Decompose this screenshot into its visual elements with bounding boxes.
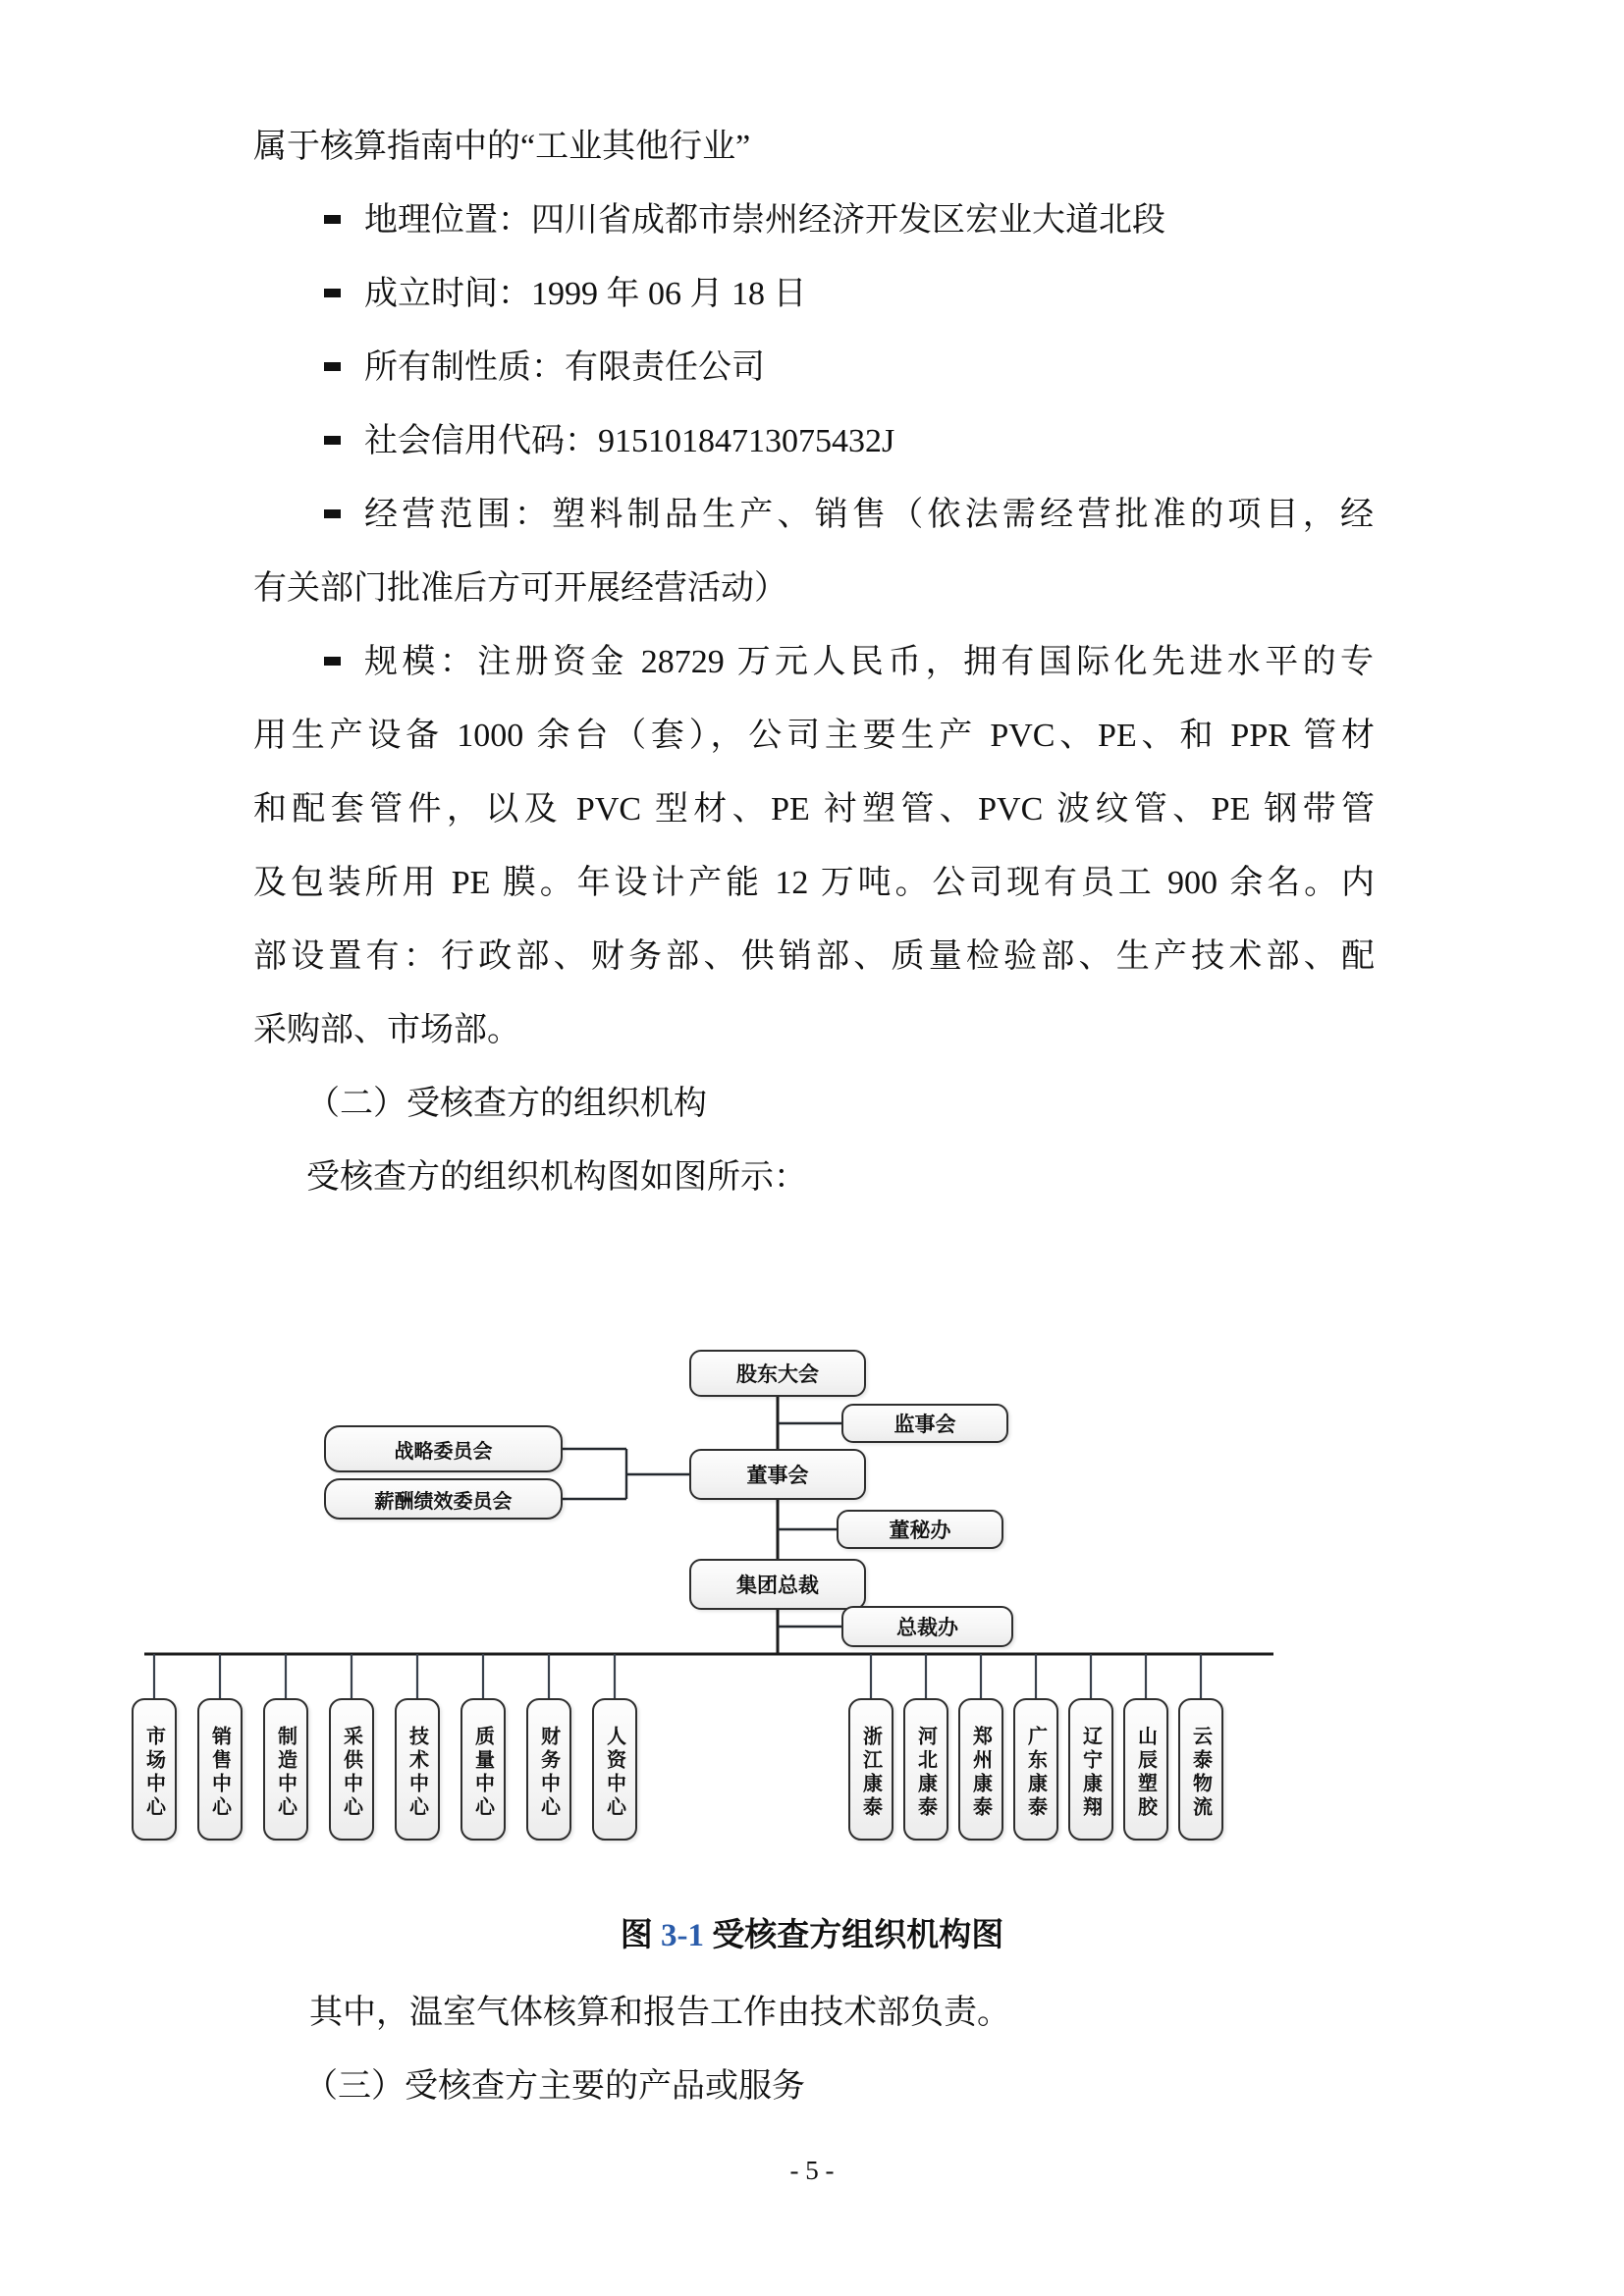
bullet-marker-icon [324,215,341,224]
org-node-subsidiary: 广东康泰 [1013,1698,1058,1841]
org-node-department: 销售中心 [197,1698,243,1841]
org-node-subsidiary: 山辰塑胶 [1123,1698,1168,1841]
org-node-compensation-committee: 薪酬绩效委员会 [324,1478,563,1520]
org-node-president-office: 总裁办 [841,1606,1013,1647]
org-chart [115,1306,1509,1860]
section-heading-3: （三）受核查方主要的产品或服务 [304,2068,805,2105]
org-node-board-of-directors: 董事会 [689,1449,866,1500]
org-node-subsidiary: 辽宁康翔 [1068,1698,1113,1841]
org-node-department: 财务中心 [526,1698,571,1841]
bullet-text: 成立时间：1999 年 06 月 18 日 [364,276,807,312]
text-line: 属于核算指南中的“工业其他行业” [253,129,751,165]
bullet-text: 地理位置：四川省成都市崇州经济开发区宏业大道北段 [364,202,1165,239]
figure-caption-label: 图 [620,1918,661,1953]
bullet-text: 所有制性质：有限责任公司 [364,349,765,386]
org-node-department: 质量中心 [460,1698,506,1841]
bullet-marker-icon [324,362,341,371]
org-node-department: 市场中心 [132,1698,177,1841]
text-line: 受核查方的组织机构图如图所示： [306,1159,807,1196]
org-node-group-president: 集团总裁 [689,1559,866,1610]
figure-caption-number: 3-1 [661,1918,704,1953]
text-line: 部设置有：行政部、财务部、供销部、质量检验部、生产技术部、配 [253,938,1375,975]
org-node-shareholders-meeting: 股东大会 [689,1350,866,1397]
figure-caption-title: 受核查方组织机构图 [704,1918,1004,1953]
bullet-marker-icon [324,289,341,297]
bullet-line [324,184,1624,257]
body-text [0,110,1624,1214]
org-node-subsidiary: 河北康泰 [903,1698,948,1841]
bullet-marker-icon [324,657,341,666]
org-node-department: 人资中心 [592,1698,637,1841]
org-node-subsidiary: 浙江康泰 [848,1698,893,1841]
bullet-line [324,625,1624,699]
bullet-marker-icon [324,509,341,518]
bullet-marker-icon [324,436,341,445]
org-node-subsidiary: 云泰物流 [1178,1698,1223,1841]
bullet-line [324,478,1624,552]
text-line: 用生产设备 1000 余台（套），公司主要生产 PVC、PE、和 PPR 管材 [253,718,1375,754]
bullet-line [324,331,1624,404]
bullet-text: 经营范围：塑料制品生产、销售（依法需经营批准的项目，经 [364,497,1374,533]
figure-caption [0,1909,1624,1955]
org-node-supervisory-board: 监事会 [841,1404,1008,1443]
bullet-line [324,404,1624,478]
note-line: 其中，温室气体核算和报告工作由技术部负责。 [309,1995,1010,2031]
org-node-strategy-committee: 战略委员会 [324,1425,563,1472]
text-line: 采购部、市场部。 [253,1012,520,1048]
text-line: 和配套管件，以及 PVC 型材、PE 衬塑管、PVC 波纹管、PE 钢带管 [253,791,1375,828]
org-node-department: 技术中心 [395,1698,440,1841]
section-heading-2: （二）受核查方的组织机构 [306,1086,707,1122]
org-node-board-secretary-office: 董秘办 [837,1510,1003,1549]
org-node-subsidiary: 郑州康泰 [958,1698,1003,1841]
org-node-department: 制造中心 [263,1698,308,1841]
bullet-line [324,257,1624,331]
page-number: - 5 - [789,2156,835,2185]
bullet-text: 社会信用代码：91510184713075432J [364,423,895,459]
bullet-text: 规模：注册资金 28729 万元人民币，拥有国际化先进水平的专 [364,644,1374,680]
org-node-department: 采供中心 [329,1698,374,1841]
text-line: 及包装所用 PE 膜。年设计产能 12 万吨。公司现有员工 900 余名。内 [253,865,1375,901]
text-line: 有关部门批准后方可开展经营活动） [253,570,787,607]
